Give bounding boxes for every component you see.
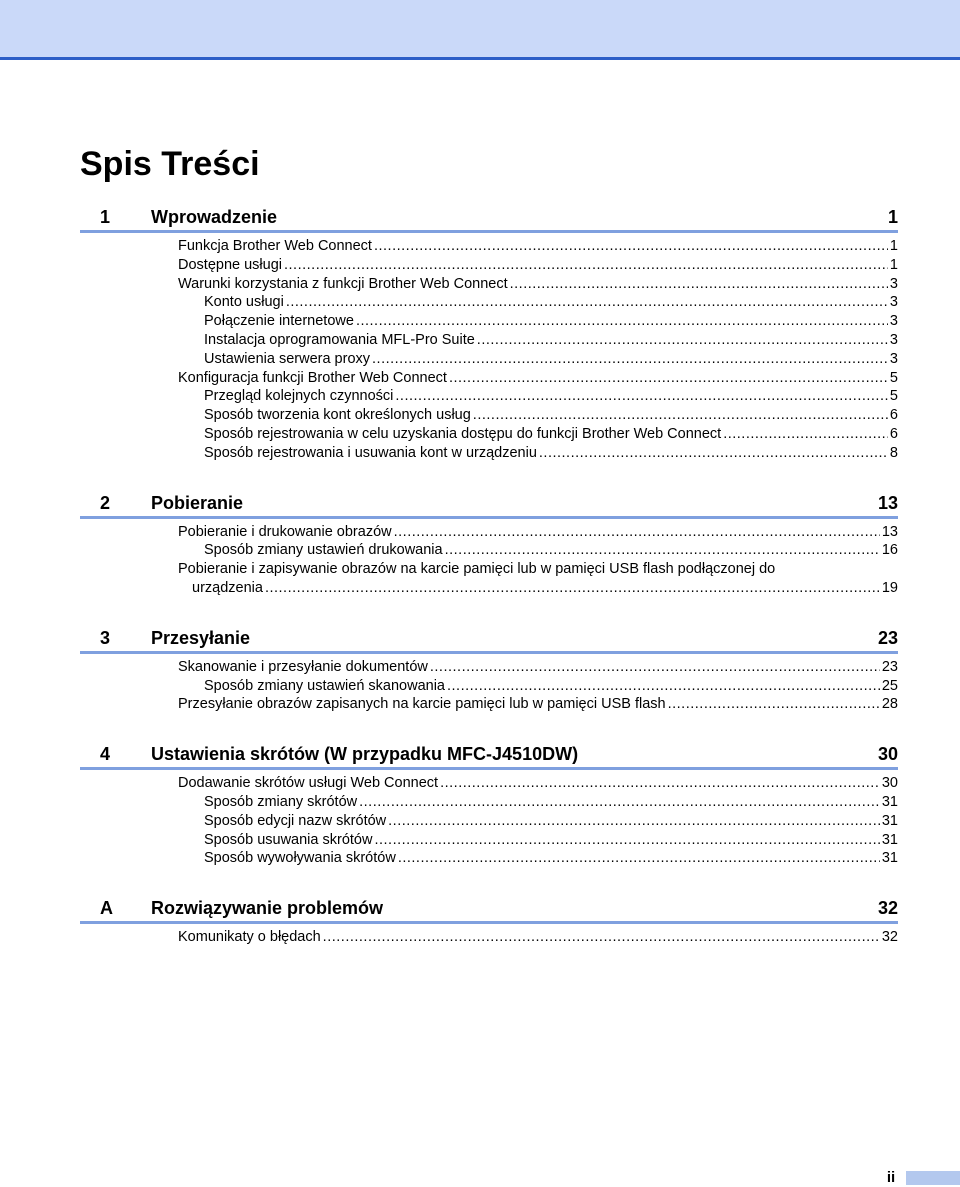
dot-leader [265,579,880,598]
dot-leader [388,812,880,831]
toc-entry-continuation [192,579,898,598]
toc-entry[interactable] [178,275,898,294]
toc-entry-list [80,519,898,598]
toc-entry-title: Sposób rejestrowania w celu uzyskania dostępu do funkcji Brother Web Connect [204,425,722,442]
toc-entry[interactable] [178,256,898,275]
chapter-number: 4 [100,744,111,765]
chapter-title: Ustawienia skrótów (W przypadku MFC-J4510DW) [151,744,579,765]
toc-entry-page: 6 [889,407,898,424]
toc-entry-page: 28 [881,696,898,713]
toc-entry-page: 32 [881,929,898,946]
toc-entry-title: Sposób zmiany ustawień drukowania [204,542,443,559]
dot-leader [473,406,888,425]
toc-entry-title: Dostępne usługi [178,256,282,273]
toc-entry-list [80,654,898,714]
toc-entry-title: Warunki korzystania z funkcji Brother Web Connect [178,275,508,292]
toc-chapter-heading[interactable] [80,204,898,233]
toc-entry-title: Sposób wywoływania skrótów [204,850,396,867]
dot-leader [430,658,880,677]
toc-entry-page: 3 [889,331,898,348]
dot-leader [374,237,888,256]
toc-entry[interactable] [204,387,898,406]
toc-entry[interactable] [178,695,898,714]
toc-chapter-heading[interactable] [80,895,898,924]
toc-entry-title: Sposób edycji nazw skrótów [204,812,387,829]
dot-leader [286,293,888,312]
dot-leader [510,275,888,294]
toc-entry[interactable] [178,658,898,677]
toc-entry[interactable] [178,774,898,793]
toc-entry[interactable] [204,406,898,425]
toc-entry-page: 3 [889,275,898,292]
toc-entry-title: Przesyłanie obrazów zapisanych na karcie pamięci lub w pamięci USB flash [178,696,666,713]
dot-leader [284,256,888,275]
toc-entry[interactable] [204,541,898,560]
toc-entry-title: Pobieranie i drukowanie obrazów [178,523,392,540]
chapter-page-number: 30 [877,744,898,765]
chapter-page-number: 13 [877,492,898,513]
toc-entry[interactable] [178,237,898,256]
chapter-number: 3 [100,627,111,648]
toc-entry-page: 25 [881,677,898,694]
toc-chapter-heading[interactable] [80,490,898,519]
toc-entry-page: 1 [889,256,898,273]
toc-entry-page: 5 [889,369,898,386]
header-rule [0,57,960,60]
page-title: Spis Treści [80,145,260,183]
toc-entry[interactable] [204,793,898,812]
toc-entry[interactable] [204,312,898,331]
toc-entry-title: Połączenie internetowe [204,313,354,330]
toc-entry[interactable] [204,444,898,463]
toc-entry-title: Konfiguracja funkcji Brother Web Connect [178,369,447,386]
dot-leader [447,677,880,696]
toc-entry-title: Sposób zmiany ustawień skanowania [204,677,445,694]
toc-entry-title: Instalacja oprogramowania MFL-Pro Suite [204,331,475,348]
toc-entry-title: Dodawanie skrótów usługi Web Connect [178,775,439,792]
header-band [0,0,960,57]
toc-chapter [80,895,898,947]
page-number: ii [886,1169,896,1186]
dot-leader [359,793,880,812]
dot-leader [395,387,888,406]
toc-entry-page: 5 [889,388,898,405]
toc-entry-list [80,233,898,463]
toc-entry[interactable] [178,369,898,388]
chapter-page-number: 23 [877,627,898,648]
toc-entry[interactable] [204,425,898,444]
toc-entry[interactable] [204,350,898,369]
toc-entry-title: Sposób rejestrowania i usuwania kont w urządzeniu [204,444,537,461]
toc-entry-page: 1 [889,238,898,254]
chapter-number: A [100,898,113,919]
toc-entry-page: 16 [881,542,898,559]
toc-chapter [80,625,898,714]
toc-entry-page: 3 [889,294,898,311]
toc-entry[interactable] [204,331,898,350]
toc-entry-page: 19 [881,579,898,596]
toc-entry-title-cont: urządzenia [192,579,263,596]
toc-entry-page: 3 [889,313,898,330]
table-of-contents [80,204,898,947]
dot-leader [723,425,888,444]
page-footer [878,1168,960,1187]
dot-leader [477,331,888,350]
toc-entry-title: Funkcja Brother Web Connect [178,238,372,254]
toc-chapter [80,741,898,868]
toc-entry-page: 31 [881,793,898,810]
toc-entry-title: Komunikaty o błędach [178,929,321,946]
chapter-title: Przesyłanie [151,627,251,648]
dot-leader [398,849,880,868]
toc-entry-title: Sposób zmiany skrótów [204,793,358,810]
toc-entry-title: Konto usługi [204,294,284,311]
toc-entry-page: 6 [889,425,898,442]
chapter-page-number: 32 [877,898,898,919]
toc-entry-page: 31 [881,831,898,848]
toc-entry-page: 30 [881,775,898,792]
toc-entry-title: Skanowanie i przesyłanie dokumentów [178,658,428,675]
dot-leader [356,312,888,331]
toc-entry[interactable] [204,831,898,850]
dot-leader [539,444,888,463]
toc-entry[interactable] [178,928,898,947]
toc-entry-page: 13 [881,523,898,540]
toc-chapter-heading[interactable] [80,741,898,770]
chapter-title: Pobieranie [151,492,244,513]
toc-entry-title: Sposób tworzenia kont określonych usług [204,407,471,424]
chapter-number: 1 [100,207,111,227]
toc-entry-page: 23 [881,658,898,675]
toc-entry-title: Sposób usuwania skrótów [204,831,373,848]
dot-leader [449,369,888,388]
toc-entry-list [80,924,898,947]
chapter-number: 2 [100,492,111,513]
dot-leader [323,928,880,947]
toc-chapter [80,204,898,463]
dot-leader [394,523,880,542]
toc-entry[interactable] [204,293,898,312]
toc-entry[interactable] [204,849,898,868]
toc-entry[interactable] [178,523,898,542]
toc-entry-page: 8 [889,444,898,461]
dot-leader [372,350,888,369]
toc-chapter [80,490,898,598]
toc-entry-page: 3 [889,350,898,367]
toc-entry[interactable] [204,677,898,696]
chapter-title: Wprowadzenie [151,207,278,227]
dot-leader [445,541,880,560]
toc-entry-title: Ustawienia serwera proxy [204,350,371,367]
toc-entry[interactable] [178,560,898,598]
toc-entry-title: Pobieranie i zapisywanie obrazów na karcie pamięci lub w pamięci USB flash podłączonej do [178,561,776,578]
toc-entry-page: 31 [881,812,898,829]
chapter-title: Rozwiązywanie problemów [151,898,384,919]
chapter-page-number: 1 [887,207,898,227]
dot-leader [668,695,880,714]
toc-entry[interactable] [204,812,898,831]
toc-entry-page: 31 [881,850,898,867]
dot-leader [440,774,880,793]
toc-entry-title: Przegląd kolejnych czynności [204,388,394,405]
dot-leader [374,831,879,850]
footer-tab [906,1171,960,1185]
toc-entry-list [80,770,898,868]
toc-chapter-heading[interactable] [80,625,898,654]
